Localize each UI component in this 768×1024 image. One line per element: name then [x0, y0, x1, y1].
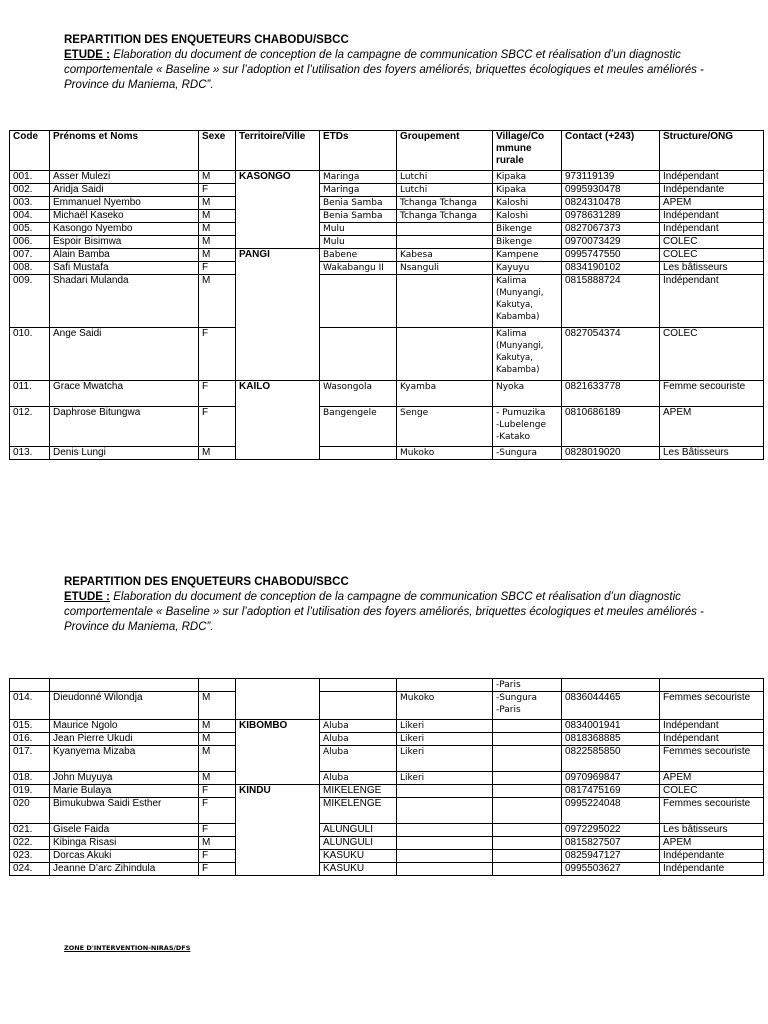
cell-name: Espoir Bisimwa [50, 236, 199, 249]
cell-name: Ange Saidi [50, 328, 199, 381]
cell-name [50, 679, 199, 692]
cell-code: 013. [10, 447, 50, 460]
cell-code: 016. [10, 733, 50, 746]
cell-village [493, 407, 562, 447]
cell-contact: 0827067373 [562, 223, 660, 236]
cell-code: 022. [10, 837, 50, 850]
cell-etd: Aluba [320, 733, 397, 746]
cell-etd: Benia Samba [320, 197, 397, 210]
village-name: Kalima [496, 276, 527, 286]
cell-sexe: M [199, 720, 236, 733]
cell-groupement [397, 785, 493, 798]
cell-sexe: M [199, 772, 236, 785]
cell-code: 017. [10, 746, 50, 772]
cell-groupement: Kabesa [397, 249, 493, 262]
cell-sexe: M [199, 171, 236, 184]
cell-village [493, 772, 562, 785]
cell-code: 007. [10, 249, 50, 262]
cell-name: Grace Mwatcha [50, 381, 199, 407]
header-contact: Contact (+243) [562, 131, 660, 171]
cell-groupement: Kyamba [397, 381, 493, 407]
cell-structure: COLEC [660, 249, 764, 262]
village-line: - Pumuzika [496, 408, 546, 418]
header-sexe: Sexe [199, 131, 236, 171]
cell-territoire [236, 679, 320, 720]
table-row [10, 381, 764, 407]
cell-structure: Indépendant [660, 733, 764, 746]
cell-groupement: Nsanguli [397, 262, 493, 275]
cell-territoire: KIBOMBO [236, 720, 320, 785]
cell-contact: 0970969847 [562, 772, 660, 785]
cell-groupement: Mukoko [397, 447, 493, 460]
table-row [10, 733, 764, 746]
etude-text: Elaboration du document de conception de la campagne de communication SBCC et réalisation d’un diagnostic comportementale « Baseline » sur l’adoption et l’utilisation des foyers améliorés, briquettes écologiques et meules améliorés - Province du Maniema, RDC”. [64, 591, 704, 633]
cell-contact: 0834001941 [562, 720, 660, 733]
cell-sexe: F [199, 328, 236, 381]
cell-contact: 0995930478 [562, 184, 660, 197]
cell-etd [320, 679, 397, 692]
cell-village: -Paris [493, 679, 562, 692]
cell-sexe: F [199, 863, 236, 876]
table-row [10, 223, 764, 236]
table-row [10, 407, 764, 447]
cell-groupement: Senge [397, 407, 493, 447]
header-territoire: Territoire/Ville [236, 131, 320, 171]
cell-sexe: M [199, 223, 236, 236]
cell-name: Kibinga Risasi [50, 837, 199, 850]
cell-sexe: M [199, 692, 236, 720]
cell-village: -Sungura [493, 447, 562, 460]
table-row [10, 262, 764, 275]
cell-structure: Femmes secouriste [660, 798, 764, 824]
etude-paragraph [64, 48, 724, 93]
cell-contact: 0995503627 [562, 863, 660, 876]
cell-village: Kaloshi [493, 210, 562, 223]
cell-contact: 0995224048 [562, 798, 660, 824]
cell-structure: APEM [660, 197, 764, 210]
cell-etd: Bangengele [320, 407, 397, 447]
cell-structure: Indépendant [660, 720, 764, 733]
cell-code: 014. [10, 692, 50, 720]
cell-structure: Indépendante [660, 863, 764, 876]
cell-village: Nyoka [493, 381, 562, 407]
cell-structure: Femmes secouriste [660, 746, 764, 772]
cell-name: Aridja Saidi [50, 184, 199, 197]
cell-contact: 0834190102 [562, 262, 660, 275]
cell-etd [320, 328, 397, 381]
table-row [10, 720, 764, 733]
cell-structure: Les bâtisseurs [660, 262, 764, 275]
enqueteurs-table-1 [9, 130, 764, 460]
cell-sexe: M [199, 236, 236, 249]
cell-contact: 0825947127 [562, 850, 660, 863]
cell-structure: Femme secouriste [660, 381, 764, 407]
cell-structure [660, 679, 764, 692]
cell-sexe: F [199, 407, 236, 447]
header-etds: ETDs [320, 131, 397, 171]
etude-paragraph [64, 590, 724, 635]
cell-etd: ALUNGULI [320, 837, 397, 850]
cell-groupement [397, 798, 493, 824]
cell-village: Kampene [493, 249, 562, 262]
cell-name: Shadari Mulanda [50, 275, 199, 328]
section-heading-1 [64, 33, 724, 93]
section-heading-2 [64, 575, 724, 635]
cell-structure: Indépendant [660, 275, 764, 328]
cell-structure: Les Bâtisseurs [660, 447, 764, 460]
etude-label: ETUDE : [64, 49, 110, 61]
village-line: -Lubelenge [496, 420, 547, 430]
cell-contact: 0815827507 [562, 837, 660, 850]
table-row [10, 746, 764, 772]
cell-contact: 0810686189 [562, 407, 660, 447]
cell-name: John Muyuya [50, 772, 199, 785]
cell-contact: 0828019020 [562, 447, 660, 460]
table-row [10, 171, 764, 184]
cell-groupement: Likeri [397, 733, 493, 746]
header-groupement: Groupement [397, 131, 493, 171]
cell-contact: 0970073429 [562, 236, 660, 249]
cell-code: 024. [10, 863, 50, 876]
cell-code: 019. [10, 785, 50, 798]
cell-name: Dorcas Akuki [50, 850, 199, 863]
cell-sexe: M [199, 275, 236, 328]
cell-etd: ALUNGULI [320, 824, 397, 837]
cell-code [10, 679, 50, 692]
cell-sexe: M [199, 197, 236, 210]
cell-etd: Aluba [320, 772, 397, 785]
cell-structure: APEM [660, 772, 764, 785]
cell-structure: Indépendante [660, 184, 764, 197]
cell-groupement: Tchanga Tchanga [397, 210, 493, 223]
village-sub: (Munyangi, Kakutya, Kabamba) [496, 288, 544, 322]
cell-structure: COLEC [660, 785, 764, 798]
cell-territoire: KINDU [236, 785, 320, 876]
cell-territoire: KAILO [236, 381, 320, 460]
cell-contact [562, 679, 660, 692]
table-row [10, 837, 764, 850]
table-row [10, 275, 764, 328]
cell-etd: Aluba [320, 746, 397, 772]
enqueteurs-table-2 [9, 678, 764, 876]
cell-groupement [397, 824, 493, 837]
cell-name: Safi Mustafa [50, 262, 199, 275]
cell-code: 012. [10, 407, 50, 447]
cell-etd: Mulu [320, 223, 397, 236]
cell-groupement [397, 275, 493, 328]
document-title: REPARTITION DES ENQUETEURS CHABODU/SBCC [64, 576, 349, 588]
cell-village [493, 837, 562, 850]
cell-sexe: M [199, 733, 236, 746]
cell-structure: Les bâtisseurs [660, 824, 764, 837]
cell-structure: Indépendant [660, 223, 764, 236]
cell-etd [320, 692, 397, 720]
cell-village: Bikenge [493, 236, 562, 249]
cell-groupement: Tchanga Tchanga [397, 197, 493, 210]
cell-structure: Femmes secouriste [660, 692, 764, 720]
cell-code: 009. [10, 275, 50, 328]
cell-contact: 973119139 [562, 171, 660, 184]
cell-code: 002. [10, 184, 50, 197]
cell-contact: 0818368885 [562, 733, 660, 746]
cell-village [493, 863, 562, 876]
cell-name: Alain Bamba [50, 249, 199, 262]
table-row [10, 679, 764, 692]
cell-sexe [199, 679, 236, 692]
cell-code: 018. [10, 772, 50, 785]
cell-code: 001. [10, 171, 50, 184]
table-row [10, 692, 764, 720]
cell-contact: 0815888724 [562, 275, 660, 328]
cell-structure: COLEC [660, 236, 764, 249]
cell-village [493, 798, 562, 824]
cell-sexe: F [199, 798, 236, 824]
cell-name: Daphrose Bitungwa [50, 407, 199, 447]
village-line: -Sungura [496, 693, 538, 703]
cell-territoire: KASONGO [236, 171, 320, 249]
cell-village [493, 328, 562, 381]
cell-village: Kipaka [493, 171, 562, 184]
table-row [10, 197, 764, 210]
cell-etd: Babene [320, 249, 397, 262]
cell-village: Bikenge [493, 223, 562, 236]
cell-structure: Indépendante [660, 850, 764, 863]
cell-code: 023. [10, 850, 50, 863]
cell-code: 010. [10, 328, 50, 381]
cell-etd: MIKELENGE [320, 785, 397, 798]
cell-etd: Mulu [320, 236, 397, 249]
cell-sexe: M [199, 249, 236, 262]
cell-sexe: F [199, 262, 236, 275]
cell-sexe: F [199, 184, 236, 197]
cell-sexe: F [199, 850, 236, 863]
header-code: Code [10, 131, 50, 171]
village-name: Kalima [496, 329, 527, 339]
cell-groupement: Likeri [397, 720, 493, 733]
table-row [10, 850, 764, 863]
cell-etd [320, 447, 397, 460]
cell-contact: 0817475169 [562, 785, 660, 798]
cell-groupement: Likeri [397, 746, 493, 772]
cell-village [493, 720, 562, 733]
cell-etd: Maringa [320, 171, 397, 184]
cell-etd: Wakabangu II [320, 262, 397, 275]
village-sub: (Munyangi, Kakutya, Kabamba) [496, 341, 544, 375]
cell-groupement [397, 236, 493, 249]
cell-structure: COLEC [660, 328, 764, 381]
cell-village [493, 275, 562, 328]
village-line: -Katako [496, 432, 530, 442]
cell-contact: 0972295022 [562, 824, 660, 837]
cell-territoire: PANGI [236, 249, 320, 381]
cell-code: 005. [10, 223, 50, 236]
table-row [10, 798, 764, 824]
cell-sexe: F [199, 381, 236, 407]
cell-groupement: Lutchi [397, 184, 493, 197]
village-line: -Paris [496, 705, 521, 715]
cell-structure: APEM [660, 407, 764, 447]
cell-village [493, 785, 562, 798]
cell-sexe: M [199, 210, 236, 223]
cell-groupement: Lutchi [397, 171, 493, 184]
cell-etd: Aluba [320, 720, 397, 733]
cell-name: Jeanne D’arc Zihindula [50, 863, 199, 876]
cell-name: Asser Mulezi [50, 171, 199, 184]
cell-village: Kaloshi [493, 197, 562, 210]
cell-groupement [397, 223, 493, 236]
cell-name: Dieudonné Wilondja [50, 692, 199, 720]
table-row [10, 328, 764, 381]
table-row [10, 236, 764, 249]
cell-village: Kipaka [493, 184, 562, 197]
cell-code: 021. [10, 824, 50, 837]
cell-name: Emmanuel Nyembo [50, 197, 199, 210]
cell-name: Maurice Ngolo [50, 720, 199, 733]
cell-name: Marie Bulaya [50, 785, 199, 798]
cell-etd: KASUKU [320, 850, 397, 863]
table-row [10, 249, 764, 262]
table-row [10, 772, 764, 785]
cell-village [493, 746, 562, 772]
table-row [10, 863, 764, 876]
cell-code: 015. [10, 720, 50, 733]
footer-note: ZONE D'INTERVENTION-NIRAS/DFS [64, 944, 191, 952]
etude-label: ETUDE : [64, 591, 110, 603]
cell-groupement [397, 863, 493, 876]
cell-code: 006. [10, 236, 50, 249]
cell-sexe: M [199, 837, 236, 850]
cell-groupement: Likeri [397, 772, 493, 785]
header-names: Prénoms et Noms [50, 131, 199, 171]
cell-code: 004. [10, 210, 50, 223]
cell-village [493, 850, 562, 863]
cell-name: Gisele Faida [50, 824, 199, 837]
etude-text: Elaboration du document de conception de la campagne de communication SBCC et réalisation d’un diagnostic comportementale « Baseline » sur l’adoption et l’utilisation des foyers améliorés, briquettes écologiques et meules améliorés - Province du Maniema, RDC”. [64, 49, 704, 91]
cell-village [493, 692, 562, 720]
table-row [10, 785, 764, 798]
cell-etd: Maringa [320, 184, 397, 197]
cell-structure: Indépendant [660, 171, 764, 184]
table-row [10, 184, 764, 197]
cell-contact: 0995747550 [562, 249, 660, 262]
cell-etd: KASUKU [320, 863, 397, 876]
cell-name: Kasongo Nyembo [50, 223, 199, 236]
cell-code: 003. [10, 197, 50, 210]
cell-name: Denis Lungi [50, 447, 199, 460]
cell-contact: 0821633778 [562, 381, 660, 407]
cell-groupement: Mukoko [397, 692, 493, 720]
cell-etd: Benia Samba [320, 210, 397, 223]
cell-village [493, 733, 562, 746]
cell-name: Michaël Kaseko [50, 210, 199, 223]
table-header-row [10, 131, 764, 171]
cell-contact: 0827054374 [562, 328, 660, 381]
cell-contact: 0836044465 [562, 692, 660, 720]
cell-sexe: F [199, 824, 236, 837]
cell-etd: Wasongola [320, 381, 397, 407]
document-title: REPARTITION DES ENQUETEURS CHABODU/SBCC [64, 34, 349, 46]
header-structure: Structure/ONG [660, 131, 764, 171]
cell-village: Kayuyu [493, 262, 562, 275]
cell-groupement [397, 679, 493, 692]
cell-etd: MIKELENGE [320, 798, 397, 824]
cell-code: 020 [10, 798, 50, 824]
cell-etd [320, 275, 397, 328]
cell-name: Bimukubwa Saidi Esther [50, 798, 199, 824]
cell-contact: 0824310478 [562, 197, 660, 210]
cell-groupement [397, 850, 493, 863]
cell-sexe: M [199, 746, 236, 772]
cell-structure: APEM [660, 837, 764, 850]
cell-sexe: F [199, 785, 236, 798]
table-row [10, 210, 764, 223]
cell-structure: Indépendant [660, 210, 764, 223]
cell-name: Kyanyema Mizaba [50, 746, 199, 772]
cell-code: 011. [10, 381, 50, 407]
cell-groupement [397, 328, 493, 381]
cell-name: Jean Pierre Ukudi [50, 733, 199, 746]
header-village: Village/Co mmune rurale [493, 131, 562, 171]
table-row [10, 447, 764, 460]
cell-groupement [397, 837, 493, 850]
cell-sexe: M [199, 447, 236, 460]
cell-contact: 0822585850 [562, 746, 660, 772]
table-row [10, 824, 764, 837]
cell-contact: 0978631289 [562, 210, 660, 223]
cell-village [493, 824, 562, 837]
cell-code: 008. [10, 262, 50, 275]
